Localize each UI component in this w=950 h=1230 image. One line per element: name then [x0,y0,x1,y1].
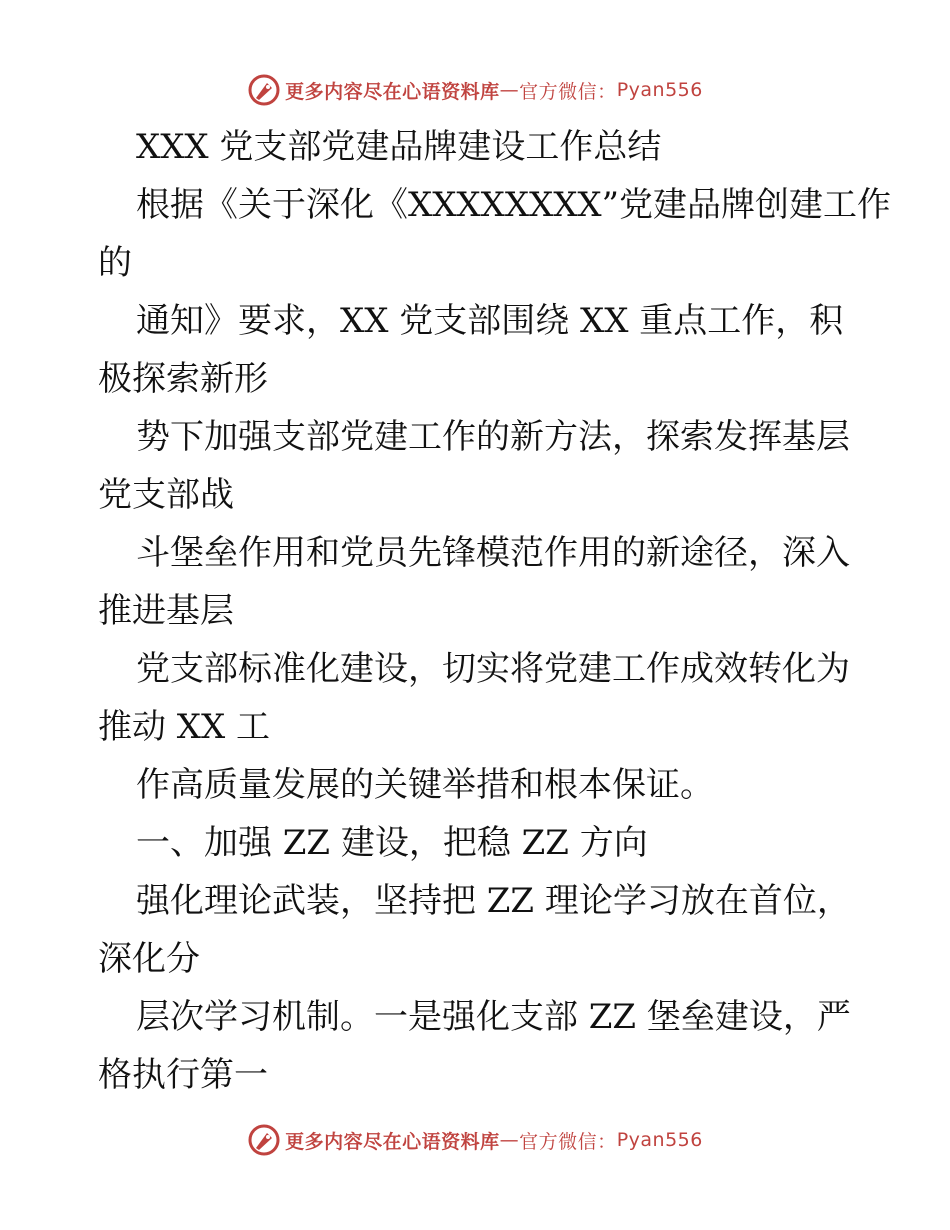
text-line: 党支部标准化建设，切实将党建工作成效转化为 [136,649,850,689]
text-line: 层次学习机制。一是强化支部 ZZ 堡垒建设，严 [136,997,851,1037]
watermark-header [0,70,950,110]
text-line: 极探索新形 [98,359,268,399]
section-heading: 一、加强 ZZ 建设，把稳 ZZ 方向 [136,823,648,863]
text-line: 强化理论武装，坚持把 ZZ 理论学习放在首位， [136,881,851,921]
document-title: XXX 党支部党建品牌建设工作总结 [136,127,662,167]
text-line: 斗堡垒作用和党员先锋模范作用的新途径，深入 [136,533,850,573]
document-body [98,118,892,1104]
text-line: 格执行第一 [98,1055,268,1095]
watermark-text: 更多内容尽在心语资料库 [285,1130,500,1153]
watermark-wechat-label: 官方微信： [519,1130,617,1153]
watermark-wechat-label: 官方微信： [519,80,617,103]
text-line: 推进基层 [98,591,234,631]
text-line: 通知》要求，XX 党支部围绕 XX 重点工作，积 [136,301,844,341]
text-line: 推动 XX 工 [98,707,271,747]
text-line: 势下加强支部党建工作的新方法，探索发挥基层 [136,417,850,457]
pen-nib-logo-icon [247,73,281,107]
text-line: 根据《关于深化《XXXXXXXX”党建品牌创建工作 [136,185,892,225]
text-line: 深化分 [98,939,200,979]
watermark-wechat-id: Pyan556 [616,1129,703,1151]
text-line: 的 [98,243,132,283]
watermark-text: 更多内容尽在心语资料库 [285,80,500,103]
text-line: 作高质量发展的关键举措和根本保证。 [136,765,714,805]
watermark-wechat-id: Pyan556 [616,79,703,101]
pen-nib-logo-icon [247,1123,281,1157]
text-line: 党支部战 [98,475,234,515]
watermark-footer [0,1120,950,1160]
watermark-separator: — [499,1129,520,1151]
watermark-separator: — [499,79,520,101]
